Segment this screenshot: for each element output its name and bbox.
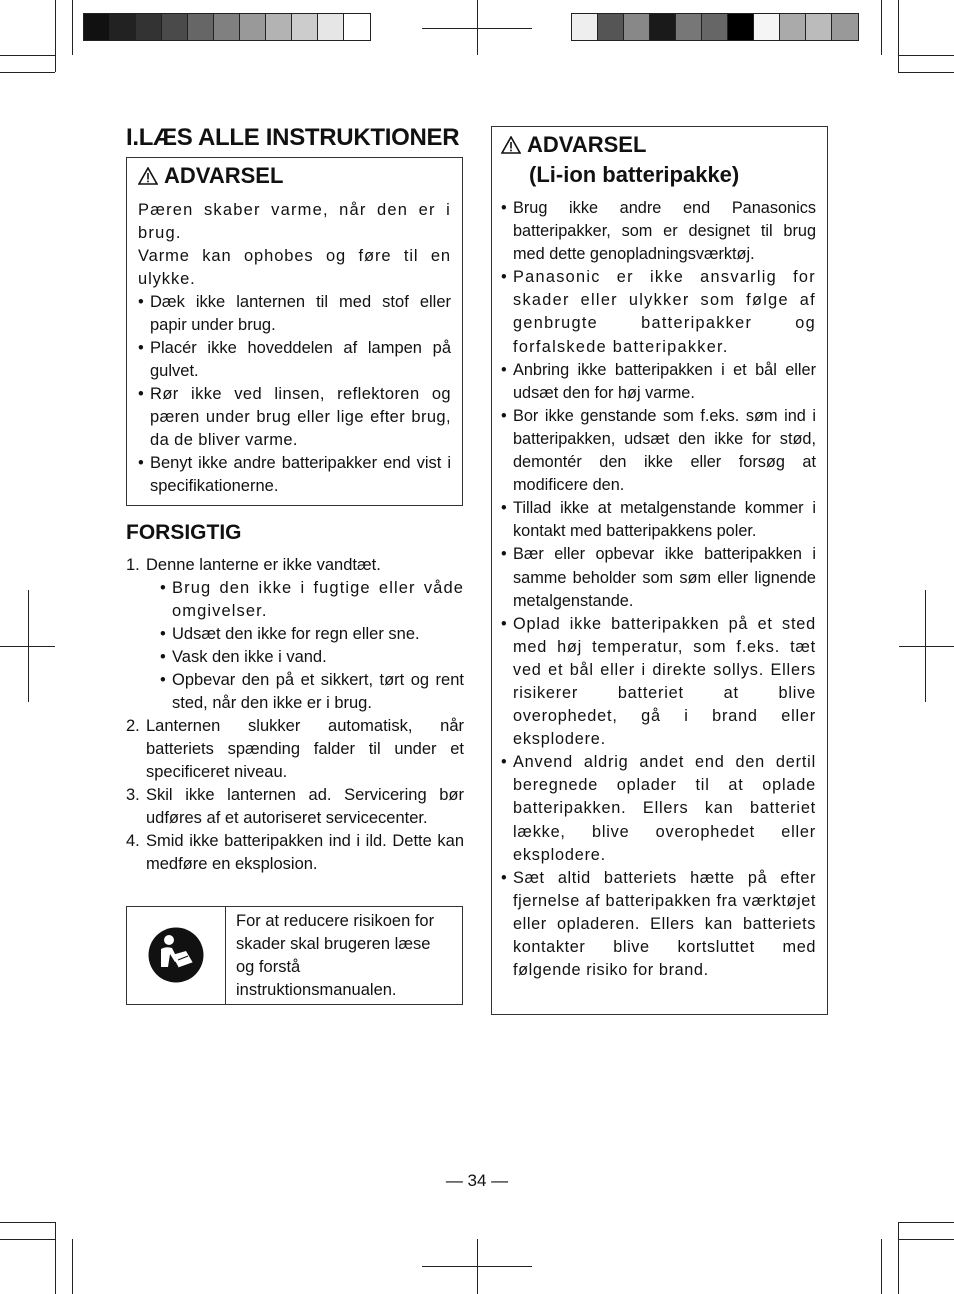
list-item: • Benyt ikke andre batteripakker end vist i specifikationerne. [138, 454, 451, 495]
list-item: • Placér ikke hoveddelen af lampen på gulvet. [138, 339, 451, 380]
caution-list [126, 554, 464, 876]
color-swatch [84, 14, 110, 40]
read-manual-icon [148, 927, 204, 983]
color-swatch [728, 14, 754, 40]
list-item: • Rør ikke ved linsen, reflektoren og pæren under brug eller lige efter brug, da de bliver varme. [138, 385, 451, 449]
color-swatch [162, 14, 188, 40]
list-item: • Brug den ikke i fugtige eller våde omgivelser. [160, 579, 464, 620]
color-bar-right [571, 13, 859, 41]
list-item: • Tillad ikke at metalgenstande kommer i kontakt med batteripakkens poler. [501, 499, 816, 541]
list-item: • Anbring ikke batteripakken i et bål eller udsæt den for høj varme. [501, 360, 816, 402]
warning-paragraph: Pæren skaber varme, når den er i brug. [138, 201, 451, 242]
color-swatch [754, 14, 780, 40]
color-swatch [780, 14, 806, 40]
battery-warning-subtitle: (Li-ion batteripakke) [529, 162, 740, 187]
battery-bullet-list [501, 197, 816, 982]
color-swatch [214, 14, 240, 40]
warning-box [126, 157, 463, 506]
list-item: • Vask den ikke i vand. [160, 648, 327, 666]
manual-notice-box [126, 906, 463, 1005]
color-swatch [188, 14, 214, 40]
list-item: • Bær eller opbevar ikke batteripakken i samme beholder som søm eller lignende metalgenstande. [501, 545, 816, 610]
color-swatch [318, 14, 344, 40]
list-item: • Oplad ikke batteripakken på et sted med høj temperatur, som f.eks. tæt ved et bål eller i direkte sollys. Ellers risikerer batteriet at blive overophedet, gå i brand eller eksplodere. [501, 614, 816, 749]
caution-title: FORSIGTIG [126, 521, 242, 544]
page-number: — 34 — [445, 1171, 509, 1190]
warning-bullet-list [138, 291, 451, 498]
list-item: • Panasonic er ikke ansvarlig for skader eller ulykker som følge af genbrugte batteripakker og forfalskede batteripakker. [501, 268, 816, 356]
list-item: • Udsæt den ikke for regn eller sne. [160, 625, 420, 643]
list-item: 1. Denne lanterne er ikke vandtæt. [126, 556, 381, 574]
color-swatch [832, 14, 858, 40]
color-swatch [266, 14, 292, 40]
color-swatch [136, 14, 162, 40]
warning-paragraph: Varme kan ophobes og føre til en ulykke. [138, 247, 451, 288]
color-swatch [344, 14, 370, 40]
color-swatch [806, 14, 832, 40]
color-swatch [110, 14, 136, 40]
battery-warning-title [501, 131, 816, 159]
list-item: • Dæk ikke lanternen til med stof eller papir under brug. [138, 293, 451, 334]
color-swatch [572, 14, 598, 40]
list-item: • Brug ikke andre end Panasonics batteripakker, som er designet til brug med dette genopladningsværktøj. [501, 199, 816, 264]
color-swatch [292, 14, 318, 40]
color-swatch [650, 14, 676, 40]
color-swatch [624, 14, 650, 40]
color-bar-left [83, 13, 371, 41]
warning-title-text: ADVARSEL [164, 163, 284, 188]
list-item: • Bor ikke genstande som f.eks. søm ind i batteripakken, udsæt den ikke for stød, demontér den ikke eller forsøg at modificere den. [501, 406, 816, 495]
color-swatch [676, 14, 702, 40]
list-item: • Anvend aldrig andet end den dertil beregnede oplader til at oplade batteripakken. Ellers kan batteriet lække, blive overophedet eller eksplodere. [501, 753, 816, 864]
warning-title [138, 161, 451, 191]
warning-triangle-icon [138, 167, 158, 185]
warning-triangle-icon [501, 136, 521, 154]
list-item: • Opbevar den på et sikkert, tørt og rent sted, når den ikke er i brug. [160, 671, 464, 712]
battery-warning-title-text: ADVARSEL [527, 132, 647, 157]
list-item: 4. Smid ikke batteripakken ind i ild. Dette kan medføre en eksplosion. [126, 832, 464, 873]
color-swatch [598, 14, 624, 40]
page-title: I.LÆS ALLE INSTRUKTIONER [126, 124, 460, 151]
color-swatch [240, 14, 266, 40]
list-item: 2. Lanternen slukker automatisk, når batteriets spænding falder til under et specificeret niveau. [126, 717, 464, 781]
manual-notice-text: For at reducere risikoen for skader skal brugeren læse og forstå instruktionsmanualen. [236, 912, 435, 999]
battery-warning-box [491, 126, 828, 1015]
list-item: • Sæt altid batteriets hætte på efter fjernelse af batteripakken fra værktøjet eller opladeren. Ellers kan batteriets kontakter blive kortsluttet med følgende risiko for brand. [501, 868, 816, 980]
list-item: 3. Skil ikke lanternen ad. Servicering bør udføres af et autoriseret servicecenter. [126, 786, 464, 827]
color-swatch [702, 14, 728, 40]
